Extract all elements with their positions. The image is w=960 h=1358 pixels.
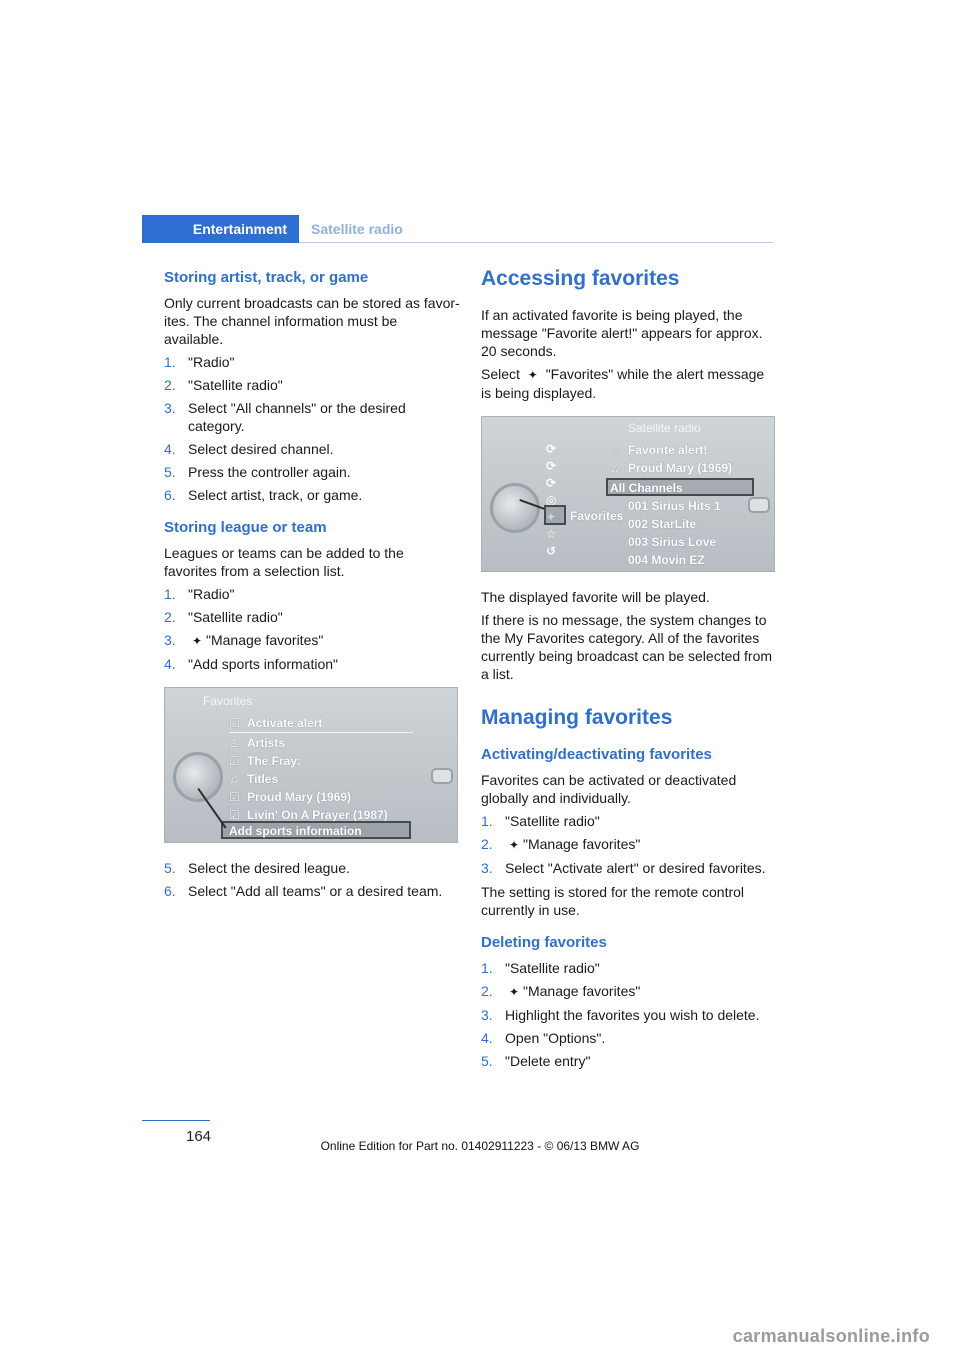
list-item: 5. "Delete entry" [481, 1053, 591, 1069]
menu-item: 002 StarLite [628, 517, 697, 531]
deleting-heading: Deleting favorites [481, 934, 607, 951]
list-item: 2. ✦ "Manage favorites" [481, 836, 641, 852]
controller-knob-icon [490, 483, 540, 533]
list-item: 6. Select artist, track, or game. [164, 487, 363, 503]
storing-artist-heading: Storing artist, track, or game [164, 269, 369, 286]
managing-favorites-heading: Managing favorites [481, 706, 673, 729]
menu-item: ♫ Titles [229, 772, 279, 786]
list-item: 3. ✦ "Manage favorites" [164, 632, 324, 648]
menu-item: ☆ Favorite alert! [610, 443, 708, 457]
activating-heading: Activating/deactivating favorites [481, 746, 712, 763]
list-item: 1. "Radio" [164, 586, 235, 602]
activating-intro: Favorites can be activated or deactivated globally and individually. [481, 772, 737, 806]
menu-item: ♙ Artists [229, 736, 286, 750]
menu-item: All Channels [610, 481, 683, 495]
menu-item: ♫ Proud Mary (1969) [610, 461, 733, 475]
back-button-icon [431, 768, 453, 784]
screen-title: Favorites [203, 694, 253, 708]
screen-title: Satellite radio [628, 421, 701, 435]
storing-league-intro: Leagues or teams can be added to the favorites from a selection list. [164, 545, 404, 579]
back-button-icon [748, 497, 770, 513]
list-item: 4. "Add sports information" [164, 656, 339, 672]
accessing-p2: Select ✦ "Favorites" while the alert message is being displayed. [481, 366, 765, 401]
deleting-steps [481, 959, 777, 1070]
star-plus-icon: ✦ [191, 634, 203, 648]
storing-league-steps [164, 585, 460, 673]
left-column [164, 262, 460, 906]
accessing-p4: If there is no message, the system changes to the My Favorites category. All of the favorites currently being broadcast can be selected from a list. [481, 612, 773, 682]
list-item: 5. Press the controller again. [164, 464, 351, 480]
menu-divider [229, 732, 413, 733]
menu-item: Add sports information [229, 824, 362, 838]
star-plus-icon: ✦ [508, 985, 520, 999]
header-divider [299, 242, 773, 243]
chapter-tab: Entertainment [142, 215, 299, 243]
menu-item: ☑ Proud Mary (1969) [229, 790, 352, 804]
favorites-label: Favorites [570, 509, 624, 523]
list-item: 2. "Satellite radio" [164, 377, 283, 393]
accessing-p3: The displayed favorite will be played. [481, 589, 710, 605]
storing-league-steps-cont [164, 859, 460, 900]
list-item: 5. Select the desired league. [164, 860, 350, 876]
icon-highlight [544, 505, 566, 525]
menu-item: ☑ The Fray: [229, 754, 302, 768]
satellite-radio-screenshot [481, 416, 775, 572]
storing-league-heading: Storing league or team [164, 519, 327, 536]
list-item: 2. ✦ "Manage favorites" [481, 983, 641, 999]
menu-item: 004 Movin EZ [628, 553, 705, 567]
star-plus-icon: ✦ [508, 838, 520, 852]
section-title: Satellite radio [311, 221, 403, 237]
page-header [142, 215, 773, 243]
controller-knob-icon [173, 752, 223, 802]
menu-item: ☑ Activate alert [229, 716, 323, 730]
list-item: 6. Select "Add all teams" or a desired team. [164, 883, 443, 899]
list-item: 3. Select "All channels" or the desired category. [164, 400, 406, 434]
list-item: 1. "Satellite radio" [481, 960, 600, 976]
list-item: 1. "Satellite radio" [481, 813, 600, 829]
accessing-p1: If an activated favorite is being played, the message "Favorite alert!" appears for approx. 20 seconds. [481, 307, 763, 359]
list-item: 1. "Radio" [164, 354, 235, 370]
list-item: 2. "Satellite radio" [164, 609, 283, 625]
activating-note: The setting is stored for the remote control currently in use. [481, 884, 745, 918]
side-icon-column: ⟳ ⟳ ⟳ ◎ ✦ ☆ ↺ [546, 442, 557, 558]
right-column [481, 262, 777, 1076]
list-item: 4. Select desired channel. [164, 441, 334, 457]
page-number: 164 [186, 1128, 212, 1145]
menu-item: ☑ Livin' On A Prayer (1987) [229, 808, 388, 822]
storing-artist-intro: Only current broadcasts can be stored as favorites. The channel information must be available. [164, 295, 460, 347]
activating-steps [481, 812, 777, 877]
list-item: 3. Highlight the favorites you wish to delete. [481, 1007, 760, 1023]
favorites-screenshot [164, 687, 458, 843]
edition-footer: Online Edition for Part no. 01402911223 - © 06/13 BMW AG [320, 1139, 640, 1153]
list-item: 4. Open "Options". [481, 1030, 606, 1046]
storing-artist-steps [164, 353, 460, 504]
star-plus-icon: ✦ [527, 368, 538, 382]
menu-item: 001 Sirius Hits 1 [628, 499, 721, 513]
page-number-rule [142, 1120, 210, 1121]
accessing-favorites-heading: Accessing favorites [481, 267, 680, 290]
list-item: 3. Select "Activate alert" or desired favorites. [481, 860, 766, 876]
menu-item: 003 Sirius Love [628, 535, 717, 549]
watermark: carmanualsonline.info [732, 1326, 930, 1346]
